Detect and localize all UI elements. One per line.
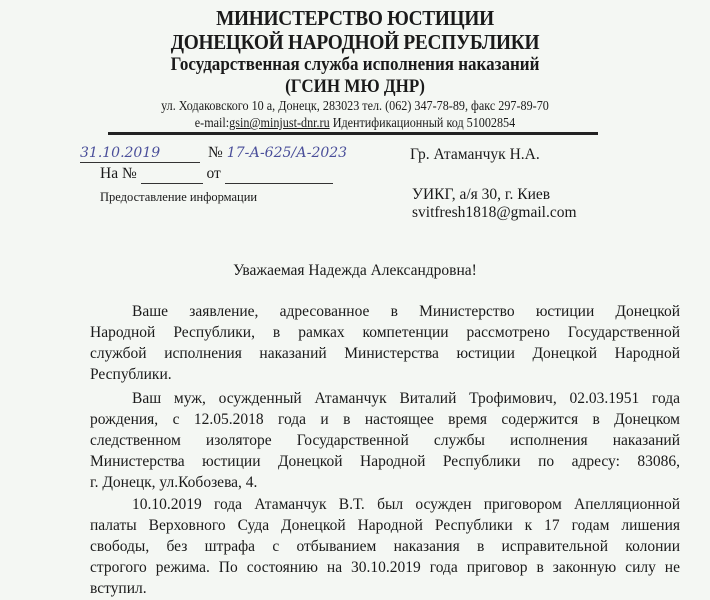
recipient-email: svitfresh1818@gmail.com [412, 204, 577, 221]
paragraph-line: рождения, с 12.05.2018 года и в настоящее время содержится в Донецком [90, 411, 680, 428]
paragraph-line: палаты Верховного Суда Донецкой Народной Республики к 17 годам лишения [90, 517, 680, 534]
handwritten-number: 17-А-625/А-2023 [226, 145, 348, 161]
reply-to-label: На № [100, 165, 137, 182]
letterhead-email-link[interactable]: gsin@minjust-dnr.ru [229, 115, 330, 130]
outgoing-reference [80, 144, 347, 163]
ministry-title-line2: ДОНЕЦКОЙ НАРОДНОЙ РЕСПУБЛИКИ [170, 30, 540, 54]
recipient-name: Гр. Атаманчук Н.А. [410, 146, 540, 163]
letterhead-address: ул. Ходаковского 10 а, Донецк, 283023 тел. (062) 347-78-89, факс 297-89-70 [161, 98, 549, 113]
salutation: Уважаемая Надежда Александровна! [233, 262, 477, 279]
paragraph-line: Республики. [90, 366, 172, 383]
paragraph-line: г. Донецк, ул.Кобозева, 4. [90, 474, 258, 491]
ministry-title-line1: МИНИСТЕРСТВО ЮСТИЦИИ [216, 6, 494, 30]
reply-number-blank [141, 165, 203, 184]
paragraph-line: вступил. [90, 580, 147, 597]
handwritten-date: 31.10.2019 [80, 145, 161, 161]
service-abbreviation: (ГСИН МЮ ДНР) [285, 77, 425, 97]
paragraph-line: следственном изоляторе Государственной службы исполнения наказаний [90, 432, 680, 449]
reply-date-blank [225, 165, 333, 184]
service-name: Государственная служба исполнения наказаний [170, 55, 540, 75]
letter-subject: Предоставление информации [100, 190, 258, 204]
email-label: e-mail: [194, 115, 230, 130]
from-label: от [206, 165, 221, 182]
paragraph-1 [90, 301, 680, 385]
paragraph-3 [90, 494, 680, 599]
paragraph-line: свободы, без штрафа с отбыванием наказания в исправительной колонии [90, 538, 680, 555]
paragraph-line: Министерства юстиции Донецкой Народной Республики по адресу: 83086, [90, 453, 680, 470]
number-label: № [208, 144, 223, 161]
recipient-address: УИКГ, а/я 30, г. Киев [412, 186, 551, 203]
identification-code: Идентификационный код 51002854 [332, 115, 516, 130]
paragraph-line: Ваш муж, осужденный Атаманчук Виталий Трофимович, 02.03.1951 года [132, 390, 680, 407]
paragraph-line: Ваше заявление, адресованное в Министерство юстиции Донецкой [132, 303, 680, 320]
paragraph-line: Народной Республики, в рамках компетенции рассмотрено Государственной [90, 324, 680, 341]
date-field [80, 144, 200, 163]
paragraph-line: службой исполнения наказаний Министерства юстиции Донецкой Народной [90, 345, 680, 362]
letterhead-contact [28, 115, 681, 131]
paragraph-line: строгого режима. По состоянию на 30.10.2019 года приговор в законную силу не [90, 559, 680, 576]
paragraph-2 [90, 388, 680, 493]
letterhead-divider [108, 132, 598, 135]
paragraph-line: 10.10.2019 года Атаманчук В.Т. был осужден приговором Апелляционной [132, 496, 680, 513]
reply-to-reference [100, 165, 333, 184]
